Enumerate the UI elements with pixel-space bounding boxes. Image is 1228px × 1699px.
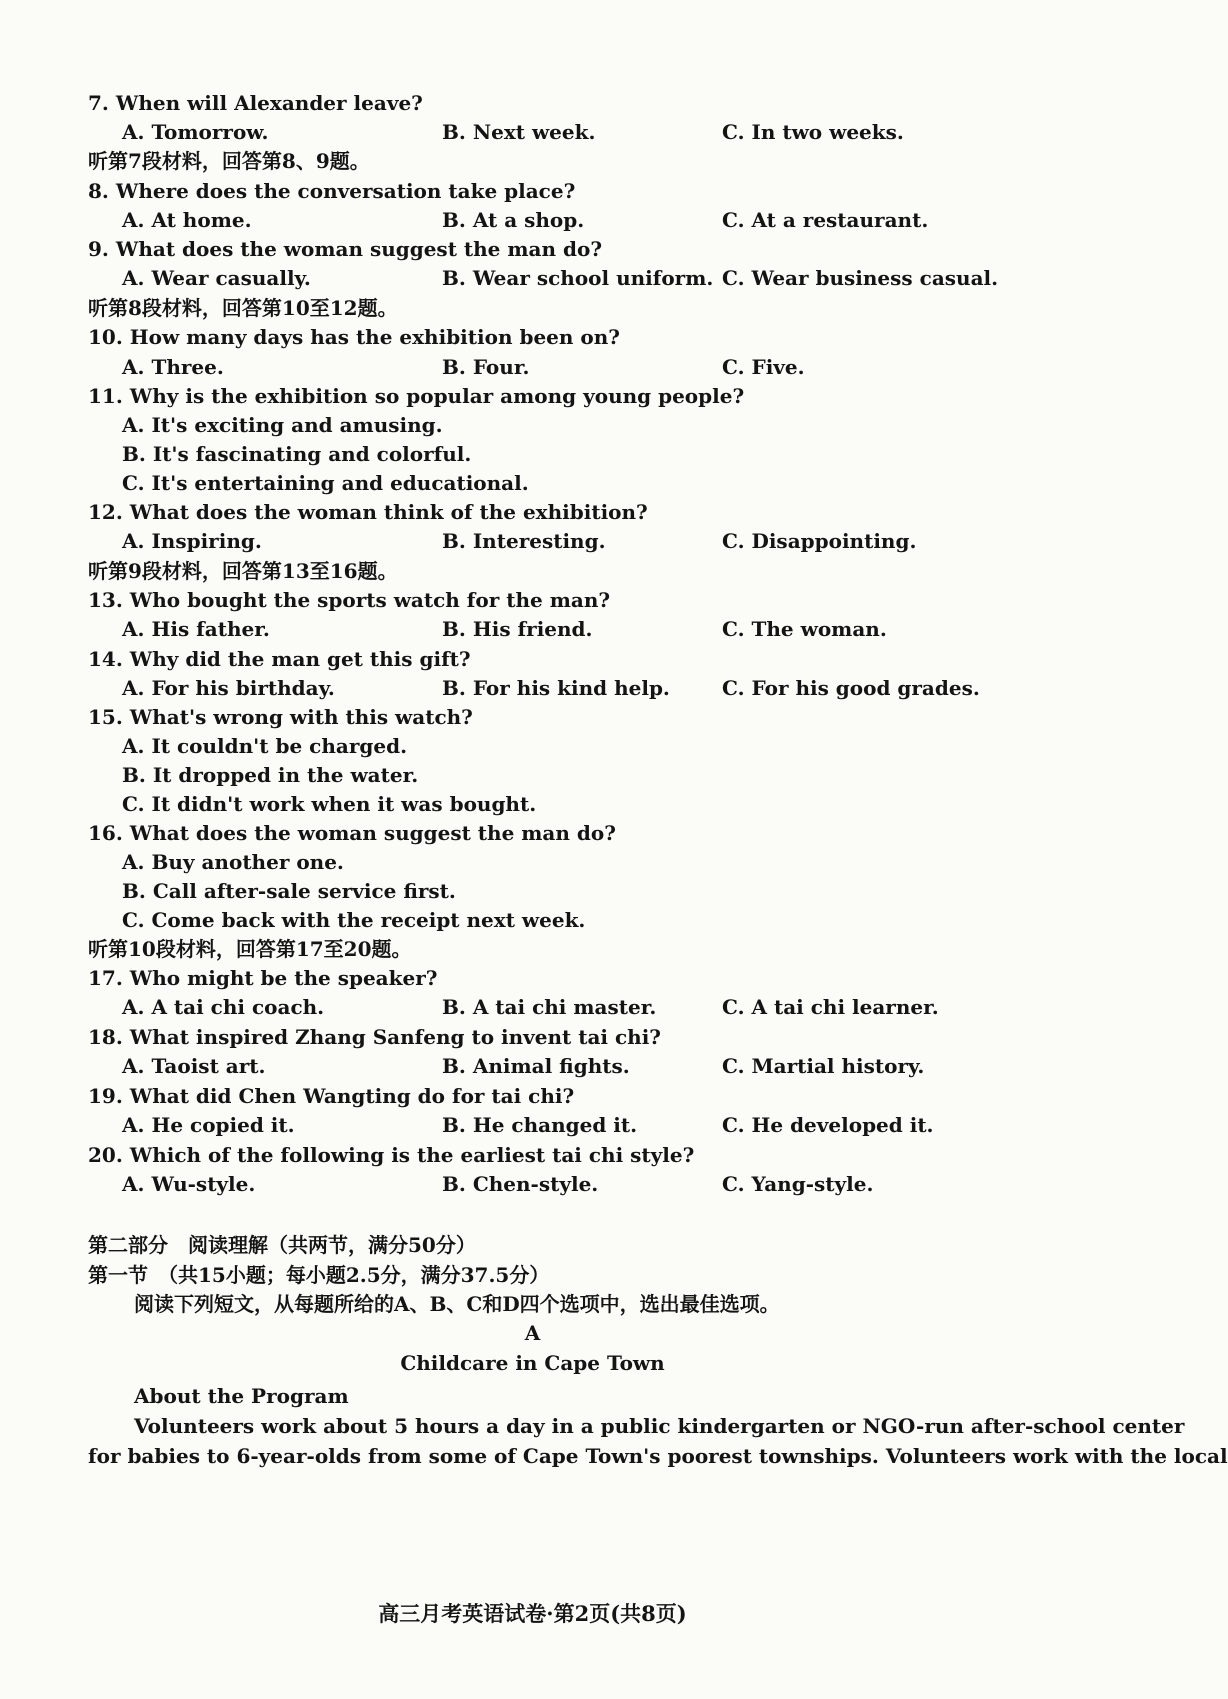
option-b: B. For his kind help. <box>442 676 670 700</box>
question-17: 17. Who might be the speaker? <box>88 966 438 990</box>
instruction-10: 听第10段材料，回答第17至20题。 <box>88 937 412 961</box>
question-10-options <box>0 352 1065 382</box>
option-a: A. He copied it. <box>122 1113 295 1137</box>
question-text: 7. When will Alexander leave? <box>88 91 423 115</box>
option-c: C. Yang-style. <box>722 1172 874 1196</box>
question-11: 11. Why is the exhibition so popular among young people? <box>88 384 745 408</box>
option-c: C. In two weeks. <box>722 120 904 144</box>
question-20-options <box>0 1169 1065 1199</box>
option-c: C. For his good grades. <box>722 676 980 700</box>
option-b: B. Interesting. <box>442 529 606 553</box>
passage-line-2: for babies to 6-year-olds from some of Cape Town's poorest townships. Volunteers work with the local <box>88 1444 1228 1468</box>
option-c: C. Five. <box>722 355 805 379</box>
question-19-options <box>0 1110 1065 1140</box>
question-18: 18. What inspired Zhang Sanfeng to invent tai chi? <box>88 1025 662 1049</box>
question-9-options <box>0 263 1065 293</box>
option-b: B. At a shop. <box>442 208 585 232</box>
option-c: C. Disappointing. <box>722 529 917 553</box>
question-16: 16. What does the woman suggest the man do? <box>88 821 616 845</box>
question-13: 13. Who bought the sports watch for the man? <box>88 588 611 612</box>
instruction-7: 听第7段材料，回答第8、9题。 <box>88 149 370 173</box>
question-9: 9. What does the woman suggest the man do? <box>88 237 603 261</box>
passage-subheading: About the Program <box>134 1384 349 1408</box>
question-8-options <box>0 205 1065 235</box>
option-b: B. Four. <box>442 355 530 379</box>
instruction-9: 听第9段材料，回答第13至16题。 <box>88 559 398 583</box>
question-18-options <box>0 1051 1065 1081</box>
option-b: B. His friend. <box>442 617 593 641</box>
question-11-option-a: A. It's exciting and amusing. <box>122 413 443 437</box>
option-c: C. At a restaurant. <box>722 208 929 232</box>
option-b: B. He changed it. <box>442 1113 638 1137</box>
option-a: A. Three. <box>122 355 224 379</box>
part2-heading: 第二部分 阅读理解（共两节，满分50分） <box>88 1233 476 1257</box>
page-footer: 高三月考英语试卷·第2页(共8页) <box>378 1601 687 1626</box>
option-b: B. Next week. <box>442 120 596 144</box>
option-c: C. A tai chi learner. <box>722 995 939 1019</box>
question-10: 10. How many days has the exhibition been on? <box>88 325 620 349</box>
option-a: A. A tai chi coach. <box>122 995 325 1019</box>
option-c: C. The woman. <box>722 617 887 641</box>
question-16-option-a: A. Buy another one. <box>122 850 344 874</box>
section1-heading: 第一节 （共15小题；每小题2.5分，满分37.5分） <box>88 1263 550 1287</box>
option-b: B. Chen-style. <box>442 1172 599 1196</box>
question-11-option-c: C. It's entertaining and educational. <box>122 471 529 495</box>
question-16-option-b: B. Call after-sale service first. <box>122 879 456 903</box>
option-c: C. Wear business casual. <box>722 266 999 290</box>
option-a: A. Tomorrow. <box>122 120 269 144</box>
question-12: 12. What does the woman think of the exhibition? <box>88 500 648 524</box>
option-b: B. Wear school uniform. <box>442 266 714 290</box>
instruction-8: 听第8段材料，回答第10至12题。 <box>88 296 398 320</box>
option-a: A. Taoist art. <box>122 1054 266 1078</box>
question-14-options <box>0 673 1065 703</box>
passage-line-1: Volunteers work about 5 hours a day in a public kindergarten or NGO-run after-school center <box>134 1414 1185 1438</box>
question-11-option-b: B. It's fascinating and colorful. <box>122 442 472 466</box>
question-15: 15. What's wrong with this watch? <box>88 705 473 729</box>
question-12-options <box>0 526 1065 556</box>
passage-letter: A <box>524 1321 541 1345</box>
question-16-option-c: C. Come back with the receipt next week. <box>122 908 586 932</box>
option-a: A. Wu-style. <box>122 1172 256 1196</box>
option-a: A. His father. <box>122 617 270 641</box>
question-14: 14. Why did the man get this gift? <box>88 647 471 671</box>
option-c: C. Martial history. <box>722 1054 925 1078</box>
question-19: 19. What did Chen Wangting do for tai chi? <box>88 1084 575 1108</box>
option-c: C. He developed it. <box>722 1113 934 1137</box>
reading-direction: 阅读下列短文，从每题所给的A、B、C和D四个选项中，选出最佳选项。 <box>134 1292 780 1316</box>
question-7-options <box>0 117 1065 147</box>
question-20: 20. Which of the following is the earliest tai chi style? <box>88 1143 695 1167</box>
option-b: B. A tai chi master. <box>442 995 657 1019</box>
option-a: A. Inspiring. <box>122 529 262 553</box>
option-a: A. At home. <box>122 208 252 232</box>
question-15-option-b: B. It dropped in the water. <box>122 763 419 787</box>
question-13-options <box>0 614 1065 644</box>
question-15-option-c: C. It didn't work when it was bought. <box>122 792 537 816</box>
option-a: A. For his birthday. <box>122 676 335 700</box>
option-b: B. Animal fights. <box>442 1054 630 1078</box>
question-7 <box>0 88 1065 118</box>
question-17-options <box>0 992 1065 1022</box>
question-15-option-a: A. It couldn't be charged. <box>122 734 408 758</box>
question-8: 8. Where does the conversation take place? <box>88 179 576 203</box>
option-a: A. Wear casually. <box>122 266 311 290</box>
passage-title: Childcare in Cape Town <box>400 1351 665 1375</box>
